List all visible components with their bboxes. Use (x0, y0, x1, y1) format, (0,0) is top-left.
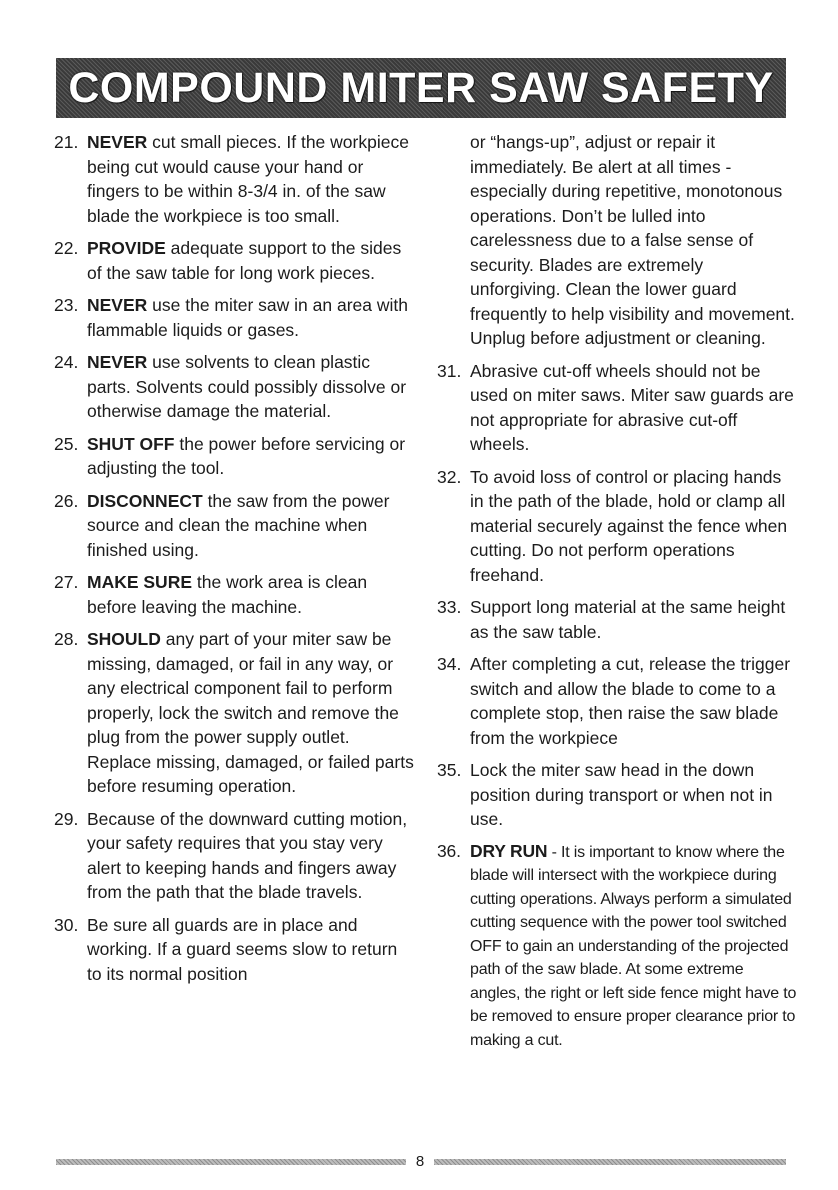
safety-item-36 (437, 840, 797, 1053)
right-column (437, 130, 797, 1060)
safety-item-27 (54, 570, 414, 619)
item-text: the power before servicing or adjusting the tool. (87, 433, 406, 478)
item-keyword: DISCONNECT (87, 490, 203, 511)
safety-item-22 (54, 236, 414, 285)
item-number: 36. (437, 840, 461, 861)
item-keyword: NEVER (87, 132, 148, 152)
safety-item-21 (54, 130, 414, 228)
item-number: 30. (54, 914, 79, 935)
item-text: To avoid loss of control or placing hands in the path of the blade, hold or clamp all material securely against the fence when cutting. Do not perform operations freehand. (470, 466, 788, 585)
item-number: 22. (54, 238, 79, 258)
item-number: 25. (54, 433, 79, 454)
item-number: 24. (54, 352, 79, 372)
item-text: any part of your miter saw be missing, damaged, or fail in any way, or any electrical component fail to perform properly, lock the switch and remove the plug from the power supply outlet. Replace missing, damaged, or failed parts before resuming operation. (87, 629, 414, 796)
item-text: or “hangs-up”, adjust or repair it immediately. Be alert at all times - especially during repetitive, monotonous operations. Don’t be lulled into carelessness due to a false sense of security. Blades are extremely unforgiving. Clean the lower guard frequently to help visibility and movement. Unplug before adjustment or cleaning. (470, 132, 795, 348)
item-number: 26. (54, 490, 79, 511)
safety-item-23 (54, 293, 414, 342)
safety-item-32 (437, 465, 797, 588)
item-keyword: NEVER (87, 295, 148, 315)
page-number: 8 (415, 1153, 425, 1170)
safety-item-30 (54, 913, 414, 987)
item-keyword: MAKE SURE (87, 572, 193, 592)
item-keyword: SHUT OFF (87, 433, 175, 454)
item-text: adequate support to the sides of the saw table for long work pieces. (87, 238, 402, 283)
item-number: 27. (54, 572, 79, 592)
left-column (54, 130, 414, 994)
safety-item-28 (54, 627, 414, 799)
safety-item-25 (54, 432, 414, 481)
footer-rule-left (56, 1159, 406, 1165)
item-number: 33. (437, 597, 462, 617)
page-title: COMPOUND MITER SAW SAFETY (68, 63, 774, 112)
item-text: Be sure all guards are in place and working. If a guard seems slow to return to its normal position (87, 914, 398, 984)
item-keyword: DRY RUN (470, 840, 548, 861)
item-keyword: NEVER (87, 352, 148, 372)
item-text: Lock the miter saw head in the down position during transport or when not in use. (470, 760, 773, 829)
item-text: - It is important to know where the blade will intersect with the workpiece during cutting operations. Always perform a simulated cutting sequence with the power tool switched OFF to gain an understanding of the projected path of the saw blade. At some extreme angles, the right or left side fence might have to be removed to ensure proper clearance prior to making a cut. (470, 843, 797, 1049)
item-keyword: SHOULD (87, 629, 161, 649)
item-number: 35. (437, 760, 462, 780)
item-number: 34. (437, 654, 462, 674)
safety-item-24 (54, 350, 414, 424)
item-number: 31. (437, 360, 462, 381)
item-text: use the miter saw in an area with flammable liquids or gases. (87, 295, 408, 340)
item-number: 23. (54, 295, 79, 315)
item-number: 28. (54, 629, 79, 649)
item-text: the work area is clean before leaving the machine. (87, 572, 368, 617)
safety-item-31 (437, 359, 797, 457)
title-banner (56, 58, 786, 118)
safety-item-26 (54, 489, 414, 563)
item-number: 29. (54, 808, 79, 829)
safety-item-33 (437, 595, 797, 644)
safety-item-30-continued (437, 130, 797, 351)
item-number: 32. (437, 466, 462, 487)
item-text: cut small pieces. If the workpiece being cut would cause your hand or fingers to be within 8-3/4 in. of the saw blade the workpiece is too small. (87, 132, 409, 226)
item-text: use solvents to clean plastic parts. Solvents could possibly dissolve or otherwise damage the material. (87, 352, 407, 421)
item-number: 21. (54, 132, 79, 152)
item-text: Abrasive cut-off wheels should not be used on miter saws. Miter saw guards are not appropriate for abrasive cut-off wheels. (470, 360, 794, 454)
safety-item-35 (437, 758, 797, 832)
footer-rule-right (434, 1159, 786, 1165)
page-footer (56, 1152, 786, 1172)
item-text: After completing a cut, release the trigger switch and allow the blade to come to a complete stop, then raise the saw blade from the workpiece (470, 654, 791, 748)
item-text: Support long material at the same height as the saw table. (470, 597, 786, 642)
safety-item-34 (437, 652, 797, 750)
safety-item-29 (54, 807, 414, 905)
item-keyword: PROVIDE (87, 238, 166, 258)
item-text: the saw from the power source and clean the machine when finished using. (87, 490, 390, 560)
item-text: Because of the downward cutting motion, your safety requires that you stay very alert to keeping hands and fingers away from the path that the blade travels. (87, 808, 408, 902)
